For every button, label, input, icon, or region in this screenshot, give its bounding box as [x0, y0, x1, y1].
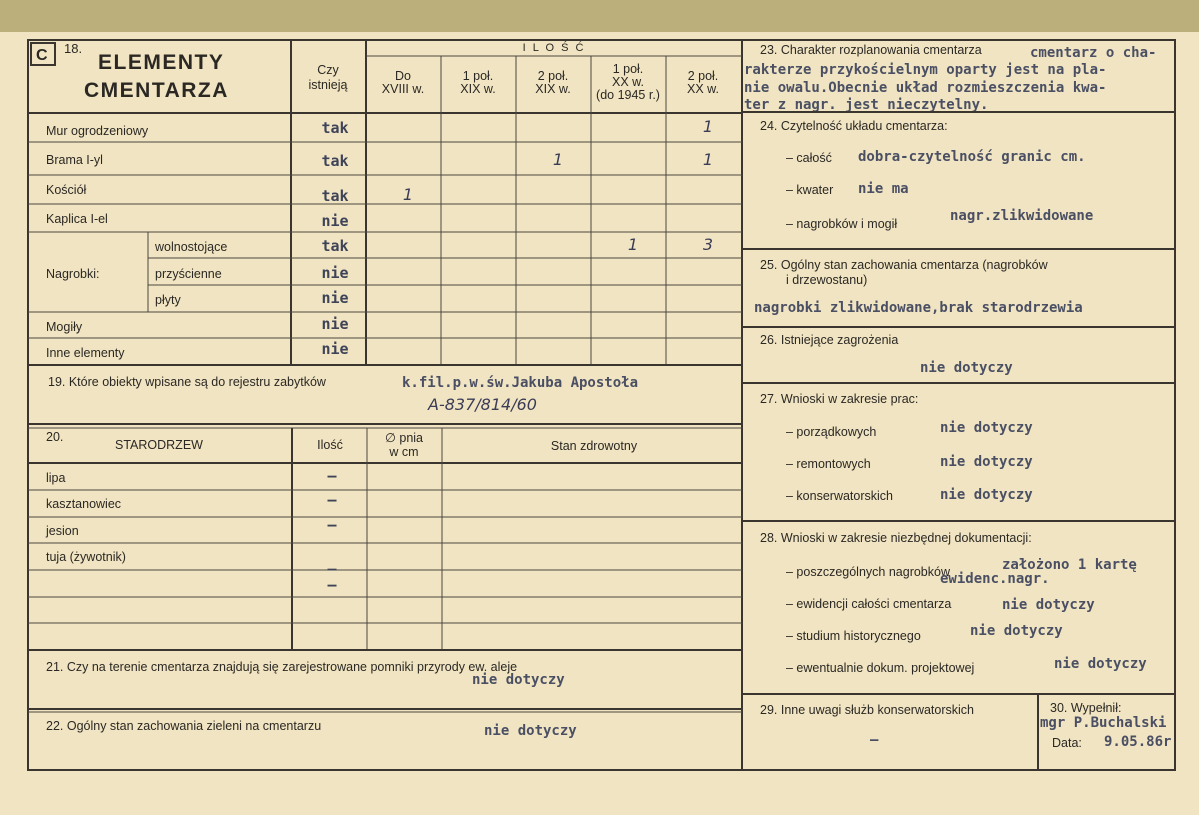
sec30-date-label: Data: [1052, 736, 1082, 750]
sec27-item-3-value: nie dotyczy [940, 487, 1033, 503]
period-header-2-line1: 1 poł. [462, 69, 494, 83]
element-row-3-count-1: 1 [402, 185, 414, 204]
sec23-label: 23. Charakter rozplanowania cmentarza [760, 43, 982, 57]
tree-rows [45, 467, 337, 594]
period-header-4-line1: 1 poł. [612, 62, 644, 76]
sec24-nagrobkow-label: – nagrobków i mogił [786, 217, 898, 231]
sec20-col-pnia-line1: ∅ pnia [385, 431, 423, 445]
element-row-1-label: Mur ogrodzeniowy [46, 124, 149, 138]
element-row-5-count-4: 1 [627, 235, 639, 254]
tree-row-2-name: kasztanowiec [46, 497, 122, 511]
tree-row-1-ilosc: – [327, 467, 337, 485]
sec25-label-line2: i drzewostanu) [786, 273, 868, 287]
element-row-1-count-5: 1 [702, 117, 714, 136]
sec27-label: 27. Wnioski w zakresie prac: [760, 392, 919, 406]
sec20-title: STARODRZEW [115, 438, 203, 452]
sec29-value: — [870, 732, 879, 748]
sec27-item-3-label: – konserwatorskich [786, 489, 893, 503]
sec28-stud-label: – studium historycznego [786, 629, 921, 643]
element-row-9-label: Inne elementy [46, 346, 125, 360]
sec30-label: 30. Wypełnił: [1050, 701, 1122, 715]
sec20-number: 20. [46, 430, 64, 444]
col-czy-line2: istnieją [308, 78, 348, 92]
tree-row-2-ilosc: – [327, 491, 337, 509]
element-row-1-exists: tak [321, 119, 349, 137]
period-header-5-line1: 2 poł. [687, 69, 719, 83]
sec21-value: nie dotyczy [472, 672, 565, 688]
tree-row-5-ilosc: – [327, 576, 337, 594]
element-row-7-label: płyty [155, 293, 181, 307]
sec28-poszcz-label: – poszczególnych nagrobków [786, 565, 950, 579]
sec27-item-1-label: – porządkowych [786, 425, 877, 439]
sec24-kwater-label: – kwater [786, 183, 834, 197]
element-row-5-exists: tak [321, 237, 349, 255]
sec22-label: 22. Ogólny stan zachowania zieleni na cmentarzu [46, 719, 322, 733]
period-header-2-line2: XIX w. [460, 82, 496, 96]
sec30-date-value: 9.05.86r [1104, 734, 1172, 750]
sec28-ewid-label: – ewidencji całości cmentarza [786, 597, 952, 611]
element-row-3-label: Kościół [46, 183, 87, 197]
sec19-value: k.fil.p.w.św.Jakuba Apostoła [402, 375, 639, 391]
sec28-poszcz-value2: ewidenc.nagr. [940, 571, 1050, 587]
sec25-value: nagrobki zlikwidowane,brak starodrzewia [754, 300, 1083, 316]
sec24-nagrobkow-value: nagr.zlikwidowane [950, 208, 1094, 224]
element-row-8-label: Mogiły [46, 320, 83, 334]
sec24-kwater-value: nie ma [858, 181, 909, 197]
element-row-2-exists: tak [321, 152, 349, 170]
col-ilosc-header: I L O Ś Ć [522, 42, 586, 54]
sec23-line1: cmentarz o cha- [1030, 45, 1157, 61]
element-row-9-exists: nie [321, 340, 349, 358]
sec18-title-line1: ELEMENTY [98, 51, 225, 74]
sec22-value: nie dotyczy [484, 723, 577, 739]
sec30-name: mgr P.Buchalski [1040, 715, 1167, 731]
element-row-8-exists: nie [321, 315, 349, 333]
sec20-col-pnia-line2: w cm [389, 445, 419, 459]
sec24-calosc-value: dobra-czytelność granic cm. [858, 149, 1086, 165]
sec27-item-1-value: nie dotyczy [940, 420, 1033, 436]
period-header-4-line3: (do 1945 r.) [596, 88, 660, 102]
sec19-handwritten-number: A-837/814/60 [428, 395, 537, 414]
period-header-1-line2: XVIII w. [381, 82, 425, 96]
sec26-value: nie dotyczy [920, 360, 1013, 376]
sec23-line2: rakterze przykościelnym oparty jest na pla- [744, 62, 1107, 78]
element-row-5-label: wolnostojące [155, 240, 228, 254]
sec25-label-line1: 25. Ogólny stan zachowania cmentarza (nagrobków [760, 258, 1048, 272]
element-row-2-count-3: 1 [552, 150, 564, 169]
sec24-calosc-label: – całość [786, 151, 832, 165]
sec18-number: 18. [64, 41, 83, 56]
nagrobki-label: Nagrobki: [46, 267, 100, 281]
tree-row-4-ilosc: – [327, 560, 337, 578]
tree-row-1-name: lipa [46, 471, 66, 485]
sec28-poszcz-value1: założono 1 kartę [1002, 557, 1137, 573]
section-letter: C [36, 47, 48, 64]
element-row-2-count-5: 1 [702, 150, 714, 169]
element-row-6-exists: nie [321, 264, 349, 282]
sec18-title-line2: CMENTARZA [84, 79, 229, 102]
sec28-ewid-value: nie dotyczy [1002, 597, 1095, 613]
period-header-3-line2: XIX w. [535, 82, 571, 96]
period-headers [382, 62, 719, 102]
element-row-3-exists: tak [321, 187, 349, 205]
period-header-3-line1: 2 poł. [537, 69, 569, 83]
element-row-2-label: Brama I-yl [46, 153, 103, 167]
sec23-line3: nie owalu.Obecnie układ rozmieszczenia kwa- [744, 80, 1107, 96]
element-rows [46, 117, 713, 360]
col-czy-line1: Czy [317, 63, 339, 77]
tree-row-3-ilosc: – [327, 516, 337, 534]
tree-row-3-name: jesion [46, 524, 79, 538]
period-header-4-line2: XX w. [612, 75, 644, 89]
period-header-1-line1: Do [395, 69, 411, 83]
section-20-table [28, 428, 742, 650]
element-row-5-count-5: 3 [702, 235, 714, 254]
sec23-line4: ter z nagr. jest nieczytelny. [744, 97, 989, 113]
element-row-6-label: przyścienne [155, 267, 222, 281]
element-row-4-label: Kaplica I-el [46, 212, 108, 226]
sec20-col-stan: Stan zdrowotny [550, 439, 638, 453]
sec28-label: 28. Wnioski w zakresie niezbędnej dokumentacji: [760, 531, 1032, 545]
sec28-proj-label: – ewentualnie dokum. projektowej [786, 661, 975, 675]
tree-row-4-name: tuja (żywotnik) [46, 550, 126, 564]
sec27-item-2-label: – remontowych [786, 457, 871, 471]
sec20-col-ilosc: Ilość [317, 438, 343, 452]
sec19-label: 19. Które obiekty wpisane są do rejestru zabytków [48, 375, 326, 389]
sec21-label: 21. Czy na terenie cmentarza znajdują się zarejestrowane pomniki przyrody ew. aleje [46, 660, 518, 674]
sec29-label: 29. Inne uwagi służb konserwatorskich [760, 703, 975, 717]
element-row-7-exists: nie [321, 289, 349, 307]
sec27-item-2-value: nie dotyczy [940, 454, 1033, 470]
sec26-label: 26. Istniejące zagrożenia [760, 333, 899, 347]
period-header-5-line2: XX w. [687, 82, 719, 96]
sec28-stud-value: nie dotyczy [970, 623, 1063, 639]
sec28-proj-value: nie dotyczy [1054, 656, 1147, 672]
element-row-4-exists: nie [321, 212, 349, 230]
sec24-label: 24. Czytelność układu cmentarza: [760, 119, 948, 133]
